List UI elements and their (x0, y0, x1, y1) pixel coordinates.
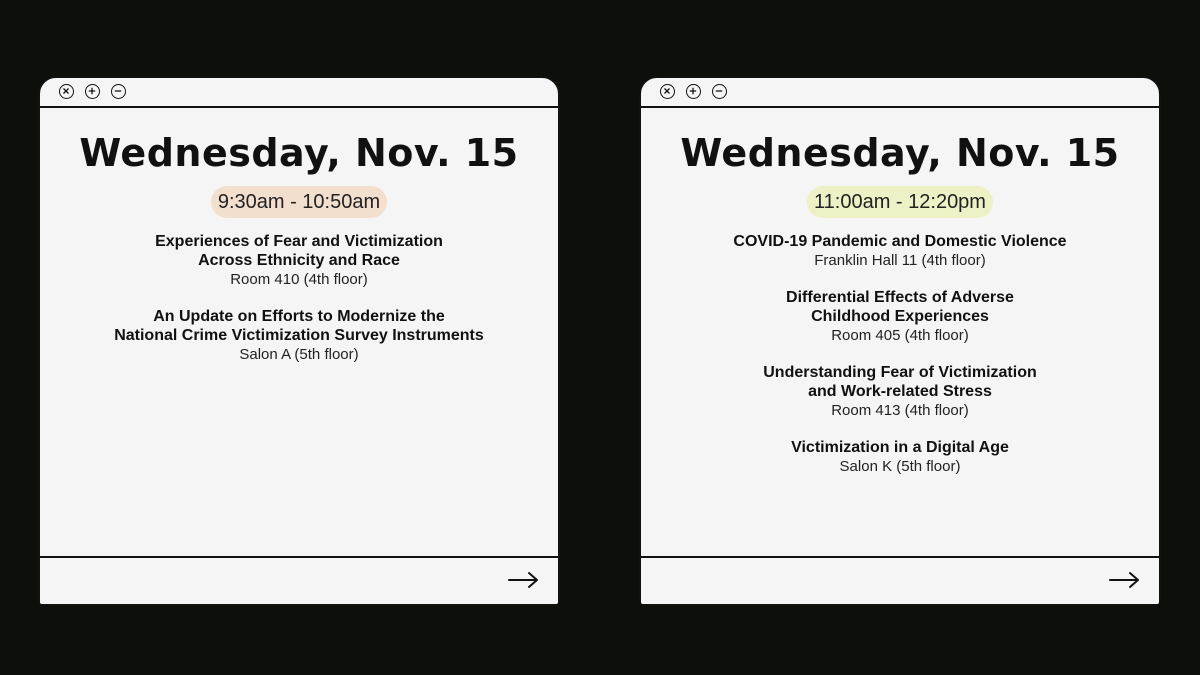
session-title-line: Childhood Experiences (811, 308, 989, 325)
session-title-line: Across Ethnicity and Race (198, 252, 400, 269)
close-icon[interactable] (59, 84, 74, 99)
session-room: Franklin Hall 11 (4th floor) (814, 252, 986, 269)
day-title: Wednesday, Nov. 15 (680, 131, 1120, 175)
window-content (641, 108, 1159, 556)
session-list (40, 232, 558, 364)
plus-icon[interactable] (85, 84, 100, 99)
window-footer (641, 556, 1159, 604)
window-content (40, 108, 558, 556)
minus-icon[interactable] (712, 84, 727, 99)
window-titlebar (641, 78, 1159, 108)
session-item (641, 288, 1159, 345)
window-footer (40, 556, 558, 604)
plus-icon[interactable] (686, 84, 701, 99)
session-room: Salon A (5th floor) (239, 346, 359, 363)
session-item (641, 438, 1159, 476)
session-title-line: Victimization in a Digital Age (791, 439, 1009, 456)
session-title-line: Experiences of Fear and Victimization (155, 233, 443, 250)
session-list (641, 232, 1159, 476)
session-title-line: COVID-19 Pandemic and Domestic Violence (733, 233, 1067, 250)
schedule-window-left (38, 76, 560, 606)
session-item (40, 232, 558, 289)
session-item (641, 232, 1159, 270)
schedule-window-right (639, 76, 1161, 606)
session-title-line: and Work-related Stress (808, 383, 992, 400)
arrow-right-icon[interactable] (1109, 570, 1141, 590)
window-titlebar (40, 78, 558, 108)
session-item (641, 363, 1159, 420)
session-item (40, 307, 558, 364)
arrow-right-icon[interactable] (508, 570, 540, 590)
day-title: Wednesday, Nov. 15 (79, 131, 519, 175)
minus-icon[interactable] (111, 84, 126, 99)
time-slot-badge: 11:00am - 12:20pm (807, 186, 993, 218)
close-icon[interactable] (660, 84, 675, 99)
session-title-line: Differential Effects of Adverse (786, 289, 1014, 306)
session-room: Salon K (5th floor) (839, 458, 961, 475)
session-title-line: An Update on Efforts to Modernize the (153, 308, 445, 325)
session-room: Room 410 (4th floor) (230, 271, 368, 288)
session-title-line: Understanding Fear of Victimization (763, 364, 1037, 381)
time-slot-badge: 9:30am - 10:50am (211, 186, 387, 218)
session-title-line: National Crime Victimization Survey Instruments (114, 327, 484, 344)
session-room: Room 405 (4th floor) (831, 327, 969, 344)
session-room: Room 413 (4th floor) (831, 402, 969, 419)
